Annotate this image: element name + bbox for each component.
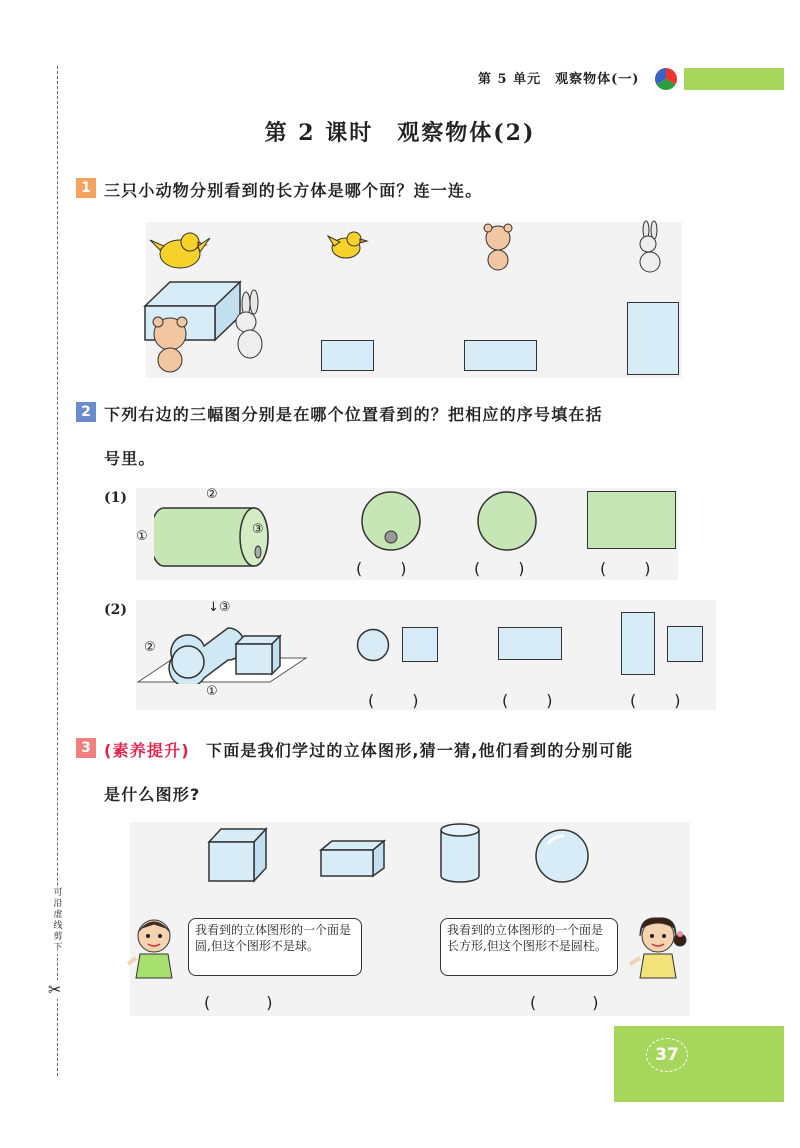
page-number-block [614,1026,784,1102]
q2-p2-mark-3: ↓③ [208,600,231,615]
q2-p2-scene [134,618,310,684]
q2-p2-view-c-tall [621,612,655,675]
q2-p1-answer-a[interactable]: ( ) [356,559,409,578]
q3-number: 3 [76,738,96,758]
q2-p2-view-a-circle [356,628,390,662]
q2-p1-view-c [587,491,676,549]
header-accent-bar [684,68,784,90]
cuboid-solid [318,838,388,880]
q2-p2-view-b [498,627,562,660]
duck-icon [326,228,370,264]
cut-label: 可沿虚线剪下 [53,888,63,953]
q2-part1-label: (1) [104,490,127,506]
q2-p2-view-a-square [402,627,438,662]
q2-p1-mark-2: ② [206,487,218,502]
q3-text-line1: 下面是我们学过的立体图形,猜一猜,他们看到的分别可能 [206,741,634,760]
q2-p2-answer-b[interactable]: ( ) [502,691,555,710]
q2-p2-mark-1: ① [206,684,218,699]
q2-p2-answer-a[interactable]: ( ) [368,691,421,710]
q2-p1-mark-3: ③ [252,522,264,537]
q3-answer-boy[interactable]: ( ) [204,993,275,1012]
q1-face-tall [627,302,679,375]
q2-p1-view-a [360,490,422,552]
q2-p2-mark-2: ② [144,640,156,655]
q2-p1-answer-b[interactable]: ( ) [474,559,527,578]
page-number: 37 [646,1038,688,1072]
cylinder-lying [154,504,276,570]
q1-number: 1 [76,178,96,198]
bear-icon [153,317,187,372]
q2-p1-answer-c[interactable]: ( ) [600,559,653,578]
sphere-solid [534,828,590,884]
q2-p2-answer-c[interactable]: ( ) [630,691,683,710]
q2-part2-label: (2) [104,602,127,618]
q2-text-line1: 下列右边的三幅图分别是在哪个位置看到的？把相应的序号填在括 [104,405,603,424]
girl-icon [624,914,688,980]
q1-face-long [464,340,537,371]
scissors-icon: ✂ [48,980,62,999]
cube-solid [206,826,270,884]
q2-p1-view-b [476,490,538,552]
page-title: 第 2 课时 观察物体(2) [264,120,536,146]
cylinder-solid [438,822,482,884]
rabbit-icon [632,220,668,274]
q2-number: 2 [76,402,96,422]
duck-icon [150,233,210,268]
q3-answer-girl[interactable]: ( ) [530,993,601,1012]
q1-face-small [321,340,374,371]
q1-text: 三只小动物分别看到的长方体是哪个面？连一连。 [104,181,483,200]
boy-speech-bubble: 我看到的立体图形的一个面是圆,但这个图形不是球。 [188,918,362,976]
q2-p2-view-c-square [667,626,703,662]
unit-header: 第 5 单元 观察物体(一) [478,72,640,87]
q3-tag: (素养提升) [104,741,190,760]
boy-icon [126,916,184,980]
q3-text-line2: 是什么图形? [104,785,201,804]
color-wheel-icon [654,67,678,91]
bear-icon [480,222,516,272]
q1-cuboid-scene [140,226,280,376]
girl-speech-bubble: 我看到的立体图形的一个面是长方形,但这个图形不是圆柱。 [440,918,618,976]
q2-text-line2: 号里。 [104,449,156,468]
q2-p1-mark-1: ① [136,529,148,544]
